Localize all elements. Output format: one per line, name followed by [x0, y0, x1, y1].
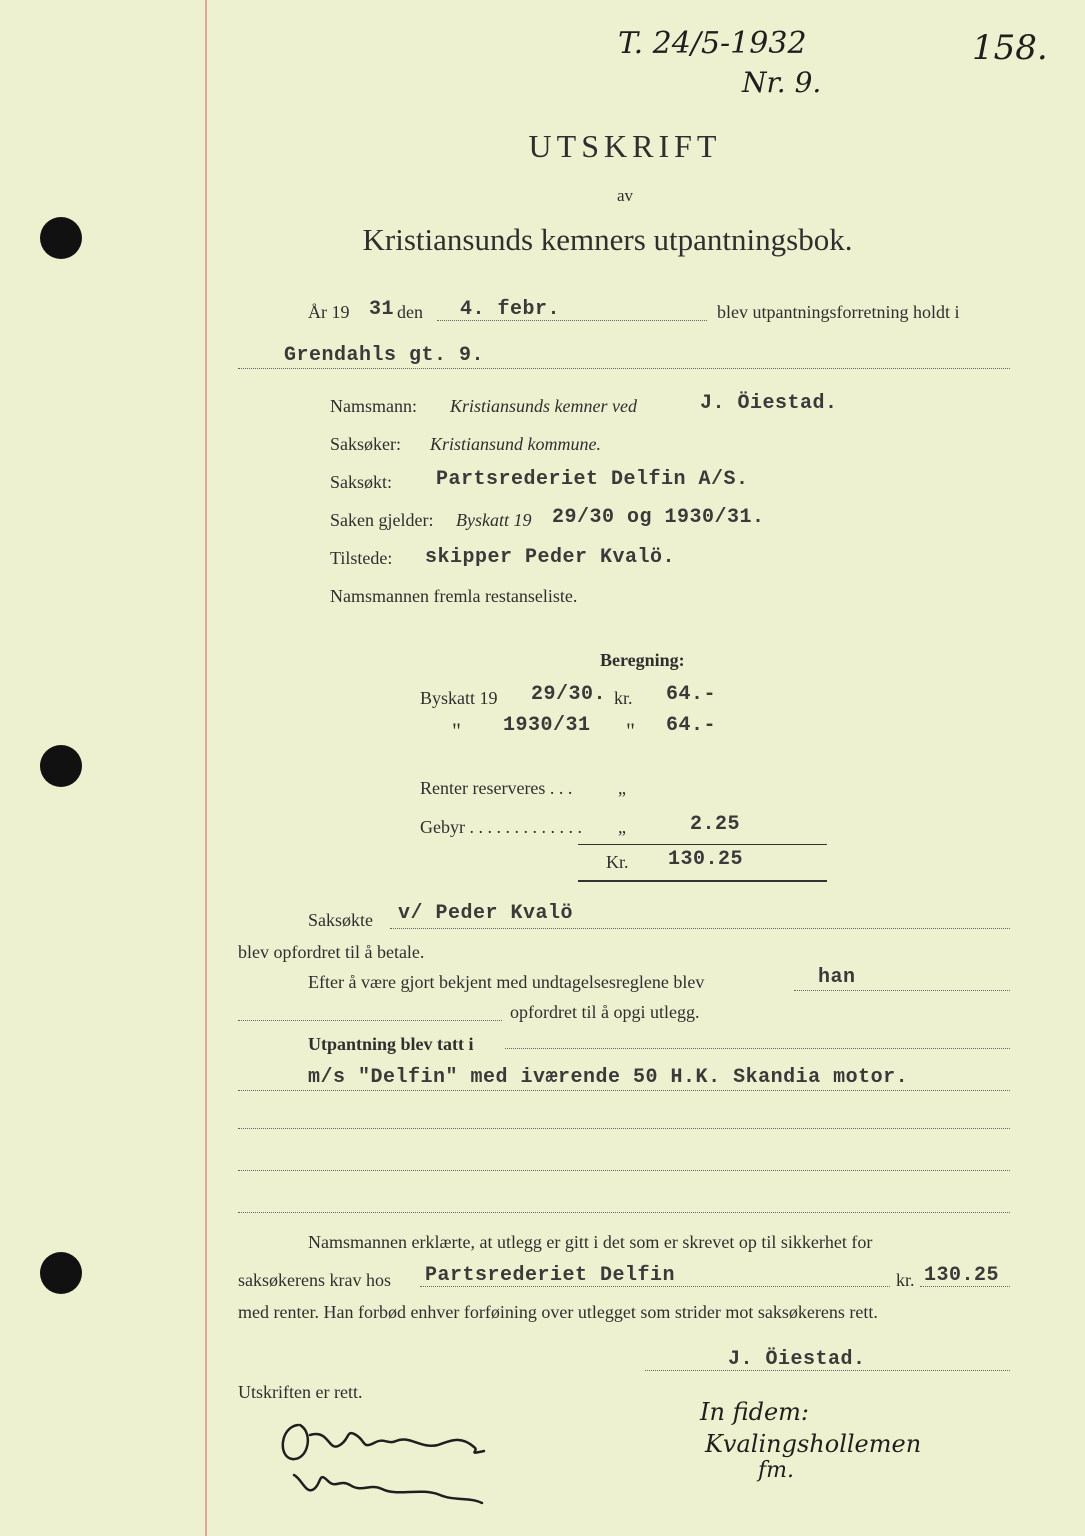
den-label: den — [397, 302, 423, 322]
utpantning-value: m/s "Delfin" med iværende 50 H.K. Skandia motor. — [308, 1066, 909, 1089]
calc-row-2-amount: 64.- — [666, 714, 717, 737]
krav-kr: kr. — [896, 1270, 915, 1290]
saksokte-value: v/ Peder Kvalö — [398, 902, 574, 925]
namsmann-label: Namsmann: — [330, 396, 417, 416]
page-number: 158. — [972, 28, 1048, 68]
tilstede-value: skipper Peder Kvalö. — [425, 546, 676, 569]
saksokt-label: Saksøkt: — [330, 472, 393, 492]
total-rule — [578, 880, 827, 882]
year-value: 31 — [369, 298, 395, 321]
opgi-text: opfordret til å opgi utlegg. — [510, 1002, 700, 1022]
punch-hole-bottom — [40, 1252, 82, 1294]
total-amount: 130.25 — [668, 848, 744, 871]
utpantning-label: Utpantning blev tatt i — [308, 1034, 474, 1054]
calc-row-1-period: 29/30. — [531, 683, 607, 706]
location-value: Grendahls gt. 9. — [284, 344, 485, 367]
date-value: 4. febr. — [460, 298, 561, 321]
handwritten-date: T. 24/5-1932 — [618, 26, 807, 61]
handwritten-signature — [270, 1405, 500, 1515]
handwritten-number: Nr. 9. — [742, 66, 822, 99]
efter-value: han — [818, 966, 856, 989]
fidem-line-3: fm. — [758, 1458, 794, 1483]
renter-label: Renter reserveres . . . — [420, 778, 573, 798]
calc-row-2-unit: " — [626, 718, 635, 743]
erklaerte-text: Namsmannen erklærte, at utlegg er gitt i det som er skrevet op til sikkerhet for — [308, 1232, 873, 1252]
renter-unit: „ — [618, 778, 626, 798]
betale-text: blev opfordret til å betale. — [238, 942, 425, 962]
renter-text: med renter. Han forbød enhver forføining over utlegget som strider mot saksøkerens rett. — [238, 1302, 878, 1322]
saken-value: 29/30 og 1930/31. — [552, 506, 765, 529]
utskriften-text: Utskriften er rett. — [238, 1382, 363, 1402]
blank-line-2 — [238, 1170, 1010, 1171]
blank-line-1 — [238, 1128, 1010, 1129]
namsmann-printed: Kristiansunds kemner ved — [450, 396, 637, 416]
saksokt-value: Partsrederiet Delfin A/S. — [436, 468, 749, 491]
year-prefix: År 19 — [308, 302, 350, 322]
opening-suffix: blev utpantningsforretning holdt i — [717, 302, 960, 322]
saken-label: Saken gjelder: — [330, 510, 434, 530]
calc-row-1-unit: kr. — [614, 688, 633, 708]
calc-row-1-amount: 64.- — [666, 683, 717, 706]
calc-row-1-label: Byskatt 19 — [420, 688, 498, 708]
calc-row-2-period: 1930/31 — [503, 714, 591, 737]
fidem-line-2: Kvalingshollemen — [705, 1430, 922, 1458]
gebyr-label: Gebyr . . . . . . . . . . . . . — [420, 817, 582, 837]
saksoker-value: Kristiansund kommune. — [430, 434, 601, 454]
saken-printed: Byskatt 19 — [456, 510, 532, 530]
krav-value: Partsrederiet Delfin — [425, 1264, 676, 1287]
title-av: av — [616, 186, 634, 205]
fidem-line-1: In fidem: — [700, 1398, 809, 1426]
subtotal-rule — [578, 844, 827, 845]
efter-text: Efter å være gjort bekjent med undtagelsesreglene blev — [308, 972, 705, 992]
document-subtitle: Kristiansunds kemners utpantningsbok. — [362, 222, 853, 257]
namsmann-signature: J. Öiestad. — [728, 1348, 866, 1371]
gebyr-unit: „ — [618, 817, 626, 837]
gebyr-amount: 2.25 — [690, 813, 741, 836]
blank-line-3 — [238, 1212, 1010, 1213]
punch-hole-middle — [40, 745, 82, 787]
restanse-text: Namsmannen fremla restanseliste. — [330, 586, 578, 606]
tilstede-label: Tilstede: — [330, 548, 393, 568]
namsmann-value: J. Öiestad. — [700, 392, 838, 415]
krav-prefix: saksøkerens krav hos — [238, 1270, 391, 1290]
saksoker-label: Saksøker: — [330, 434, 401, 454]
total-unit: Kr. — [606, 852, 629, 872]
document-title: UTSKRIFT — [528, 128, 722, 164]
calc-row-2-label: " — [452, 718, 461, 743]
saksokte-label: Saksøkte — [308, 910, 373, 930]
beregning-heading: Beregning: — [600, 650, 685, 670]
krav-amount: 130.25 — [924, 1264, 1000, 1287]
